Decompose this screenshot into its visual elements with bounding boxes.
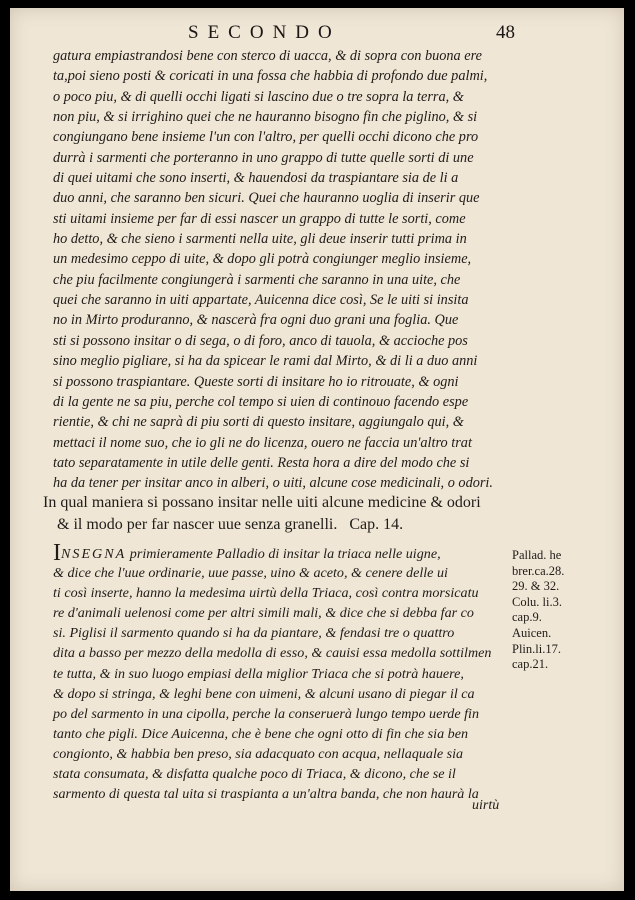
chapter-heading-text: & il modo per far nascer uue senza granelli.: [57, 516, 338, 533]
text-line: quei che saranno in uiti appartate, Auicenna dice così, Se le uiti si insita: [53, 292, 469, 309]
text-line: sti uitami insieme per far di essi nascer un grappo di tutte le sorti, come: [53, 210, 466, 227]
paragraph-chapter-14: [53, 540, 521, 804]
text-line: stata consumata, & disfatta qualche poco di Triaca, & dicono, che se il: [53, 766, 456, 783]
text-line: po del sarmento in una cipolla, perche la conseruerà lungo tempo uerde fin: [53, 705, 480, 722]
text-line: re d'animali uelenosi come per altri simili mali, & dice che si debba far co: [53, 605, 474, 622]
margin-note: 29. & 32.: [512, 579, 560, 594]
running-title: SECONDO: [188, 22, 341, 43]
page-number: 48: [496, 22, 515, 43]
text-line: congiungano bene insieme l'un con l'altro, per quelli occhi dicono che pro: [53, 129, 479, 146]
text-line: si possono traspiantare. Queste sorti di insitare ho io ritrouate, & ogni: [53, 373, 459, 390]
text-line: di la gente ne sa piu, perche col tempo si uien di continouo facendo espe: [53, 393, 469, 410]
text-line: rientie, & chi ne saprà di piu sorti di questo insitare, aggiungalo qui, &: [53, 414, 464, 431]
text-line: un medesimo ceppo di uite, & dopo gli potrà congiunger meglio insieme,: [53, 251, 472, 268]
paragraph-continued: [53, 46, 523, 494]
margin-note: brer.ca.28.: [512, 563, 565, 578]
chapter-label: Cap. 14.: [349, 516, 404, 533]
margin-note: Pallad. he: [512, 548, 562, 562]
text-line-first: [53, 540, 521, 566]
chapter-heading: [43, 492, 533, 536]
text-line: tanto che pigli. Dice Auicenna, che è bene che ogni otto di fin che sia ben: [53, 725, 468, 742]
text-line: ha da tener per insitar anco in alberi, o uiti, alcune cose medicinali, o odori.: [53, 475, 493, 492]
chapter-heading-line: In qual maniera si possano insitar nelle uiti alcune medicine & odori: [43, 494, 481, 511]
text-line: duo anni, che saranno ben sicuri. Quei che hauranno uoglia di inserir que: [53, 190, 480, 207]
margin-note: Colu. li.3.: [512, 594, 563, 609]
text-line: dita a basso per mezzo della medolla di esso, & cauisi essa medolla sottilmen: [53, 645, 492, 662]
drop-cap: I: [53, 540, 61, 566]
text-line: sti si possono insitar o di sega, o di foro, anco di tauola, & accioche pos: [53, 332, 468, 349]
text-line: non piu, & si irrighino quei che ne hauranno bisogno fin che piglino, & si: [53, 109, 478, 126]
margin-note: cap.9.: [512, 610, 542, 625]
catchword: uirtù: [472, 798, 500, 813]
text-line: gatura empiastrandosi bene con sterco di uacca, & di sopra con buona ere: [53, 48, 482, 64]
book-page: [10, 8, 624, 891]
first-word: NSEGNA: [61, 546, 127, 562]
text-line: ta,poi sieno posti & coricati in una fossa che habbia di profondo due palmi,: [53, 68, 488, 85]
text-line: congionto, & habbia ben preso, sia adacquato con acqua, nellaquale sia: [53, 745, 464, 762]
text-line: & dopo si stringa, & leghi bene con uimeni, & alcuni usano di piegar il ca: [53, 685, 475, 702]
text-line: te tutta, & in suo luogo empiasi della miglior Triaca che si potrà hauere,: [53, 665, 464, 682]
text-line: tato separatamente in utile delle genti. Resta hora a dire del modo che si: [53, 454, 470, 471]
text-line: & dice che l'uue ordinarie, uue passe, uino & aceto, & cenere delle ui: [53, 565, 448, 582]
first-line-text: primieramente Palladio di insitar la triaca nelle uigne,: [129, 546, 441, 562]
text-line: che piu facilmente congiungerà i sarmenti che saranno in una uite, che: [53, 271, 461, 288]
margin-note: Plin.li.17.: [512, 641, 561, 656]
text-line: durrà i sarmenti che porteranno in uno grappo di tutte quelle sorti di une: [53, 149, 474, 166]
margin-notes: [512, 548, 622, 673]
chapter-heading-line: [43, 514, 533, 536]
text-line: ho detto, & che sieno i sarmenti nella uite, gli deue inserir tutti prima in: [53, 231, 467, 248]
text-line: sarmento di questa tal uita si traspianta a un'altra banda, che non haurà la: [53, 786, 479, 803]
text-line: mettaci il nome suo, che io gli ne do licenza, ouero ne faccia un'altro trat: [53, 434, 472, 451]
text-line: di quei uitami che sono inserti, & hauendosi da traspiantare sia de li a: [53, 170, 459, 187]
margin-note: cap.21.: [512, 657, 549, 672]
text-line: ti così inserte, hanno la medesima uirtù della Triaca, così contra morsicatu: [53, 585, 479, 602]
text-line: o poco piu, & di quelli occhi ligati si lascino due o tre sopra la terra, &: [53, 88, 464, 105]
text-line: si. Piglisi il sarmento quando si ha da piantare, & fendasi tre o quattro: [53, 625, 455, 642]
text-line: no in Mirto produranno, & nascerà fra ogni duo grani una foglia. Que: [53, 312, 459, 329]
margin-note: Auicen.: [512, 625, 552, 640]
text-line: sino meglio pigliare, si ha da spicear le rami dal Mirto, & di li a duo anni: [53, 353, 478, 370]
